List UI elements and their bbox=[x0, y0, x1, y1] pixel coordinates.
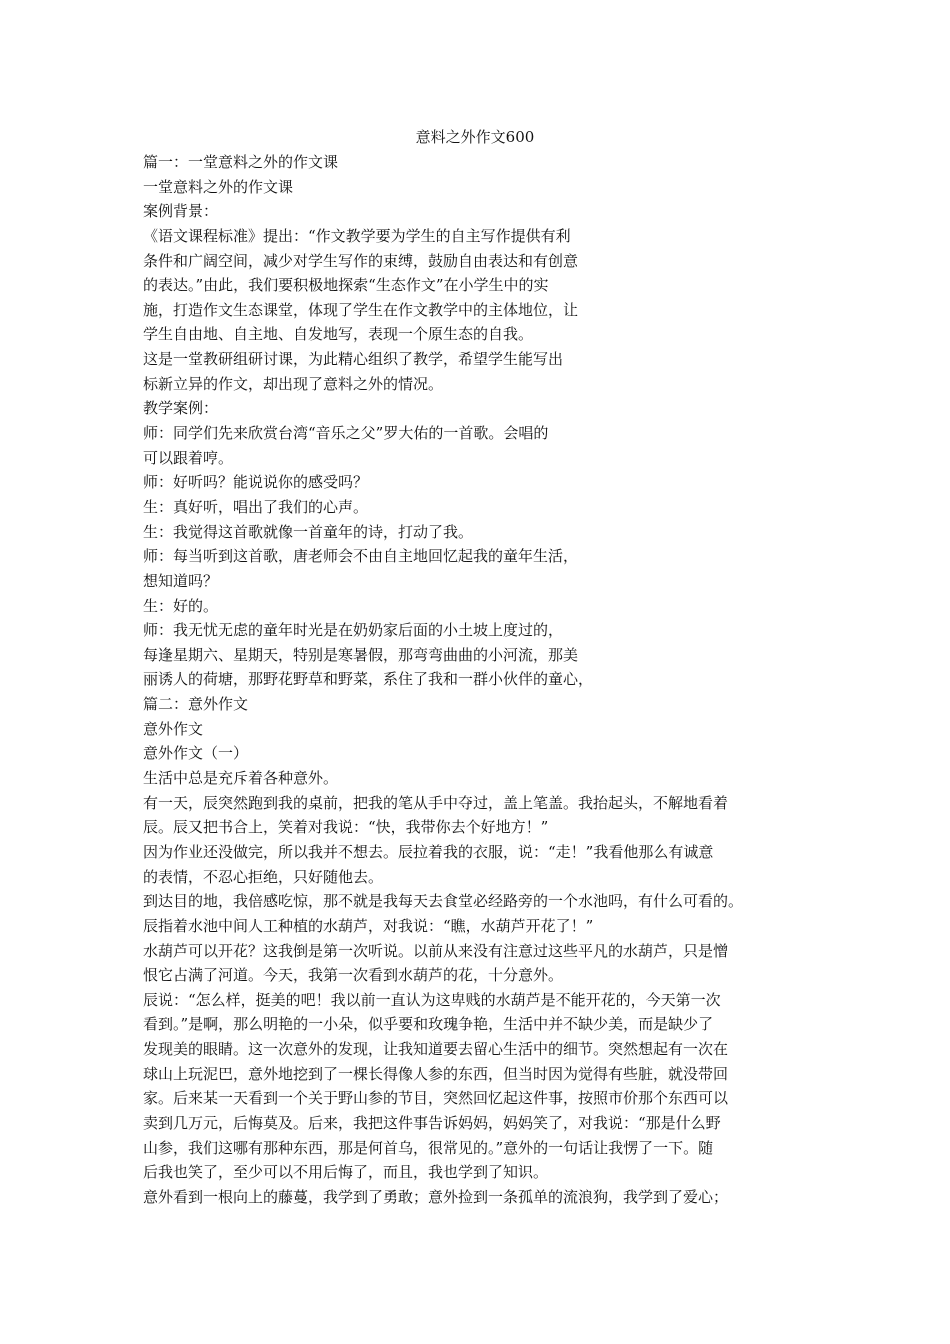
text-line: 家。后来某一天看到一个关于野山参的节目，突然回忆起这件事，按照市价那个东西可以 bbox=[143, 1089, 729, 1108]
text-line: 后我也笑了，至少可以不用后悔了，而且，我也学到了知识。 bbox=[143, 1163, 549, 1182]
text-line: 师：好听吗？能说说你的感受吗？ bbox=[143, 473, 369, 492]
text-line: 生：好的。 bbox=[143, 596, 219, 615]
text-line: 的表达。”由此，我们要积极地探索“生态作文”在小学生中的实 bbox=[143, 276, 549, 295]
text-line: 因为作业还没做完，所以我并不想去。辰拉着我的衣服，说：“走！”我看他那么有诚意 bbox=[143, 842, 714, 861]
text-line: 意外作文（一） bbox=[143, 744, 249, 763]
text-line: 想知道吗？ bbox=[143, 571, 219, 590]
text-line: 标新立异的作文，却出现了意料之外的情况。 bbox=[143, 374, 444, 393]
text-line: 意外作文 bbox=[143, 719, 204, 738]
text-line: 辰指着水池中间人工种植的水葫芦，对我说：“瞧，水葫芦开花了！” bbox=[143, 916, 594, 935]
text-line: 发现美的眼睛。这一次意外的发现，让我知道要去留心生活中的细节。突然想起有一次在 bbox=[143, 1040, 729, 1059]
text-line: 看到。”是啊，那么明艳的一小朵，似乎要和玫瑰争艳，生活中并不缺少美，而是缺少了 bbox=[143, 1015, 714, 1034]
text-line: 辰说：“怎么样，挺美的吧！我以前一直认为这卑贱的水葫芦是不能开花的，今天第一次 bbox=[143, 990, 721, 1009]
text-line: 恨它占满了河道。今天，我第一次看到水葫芦的花，十分意外。 bbox=[143, 966, 564, 985]
text-line: 学生自由地、自主地、自发地写，表现一个原生态的自我。 bbox=[143, 325, 534, 344]
text-line: 的表情，不忍心拒绝，只好随他去。 bbox=[143, 867, 384, 886]
text-line: 条件和广阔空间，减少对学生写作的束缚，鼓励自由表达和有创意 bbox=[143, 251, 579, 270]
text-line: 意外看到一根向上的藤蔓，我学到了勇敢；意外捡到一条孤单的流浪狗，我学到了爱心； bbox=[143, 1187, 729, 1206]
section-heading: 篇二：意外作文 bbox=[143, 695, 249, 714]
text-line: 生活中总是充斥着各种意外。 bbox=[143, 769, 339, 788]
text-line: 《语文课程标准》提出：“作文教学要为学生的自主写作提供有利 bbox=[143, 226, 571, 245]
text-line: 卖到几万元，后悔莫及。后来，我把这件事告诉妈妈，妈妈笑了，对我说：“那是什么野 bbox=[143, 1113, 721, 1132]
text-line: 到达目的地，我倍感吃惊，那不就是我每天去食堂必经路旁的一个水池吗，有什么可看的。 bbox=[143, 892, 744, 911]
text-line: 辰。辰又把书合上，笑着对我说：“快，我带你去个好地方！” bbox=[143, 818, 549, 837]
text-line: 有一天，辰突然跑到我的桌前，把我的笔从手中夺过，盖上笔盖。我抬起头，不解地看着 bbox=[143, 793, 729, 812]
text-line: 可以跟着哼。 bbox=[143, 448, 234, 467]
text-line: 每逢星期六、星期天，特别是寒暑假，那弯弯曲曲的小河流，那美 bbox=[143, 645, 579, 664]
text-line: 生：真好听，唱出了我们的心声。 bbox=[143, 497, 369, 516]
text-line: 师：我无忧无虑的童年时光是在奶奶家后面的小土坡上度过的， bbox=[143, 621, 564, 640]
text-line: 山参，我们这哪有那种东西，那是何首乌，很常见的。”意外的一句话让我愣了一下。随 bbox=[143, 1138, 714, 1157]
text-line: 篇一：一堂意料之外的作文课 bbox=[143, 153, 339, 171]
text-line: 一堂意料之外的作文课 bbox=[143, 177, 294, 196]
document-body bbox=[143, 150, 823, 1210]
document-title: 意料之外作文600 bbox=[415, 128, 535, 146]
text-line: 师：同学们先来欣赏台湾“音乐之父”罗大佑的一首歌。会唱的 bbox=[143, 424, 549, 443]
text-line: 生：我觉得这首歌就像一首童年的诗，打动了我。 bbox=[143, 522, 474, 541]
text-line: 这是一堂教研组研讨课，为此精心组织了教学，希望学生能写出 bbox=[143, 350, 564, 369]
text-line: 师：每当听到这首歌，唐老师会不由自主地回忆起我的童年生活， bbox=[143, 547, 579, 566]
text-line: 施，打造作文生态课堂，体现了学生在作文教学中的主体地位，让 bbox=[143, 300, 579, 319]
text-line: 球山上玩泥巴，意外地挖到了一棵长得像人参的东西，但当时因为觉得有些脏，就没带回 bbox=[143, 1064, 729, 1083]
text-line: 教学案例： bbox=[143, 399, 219, 418]
text-line: 水葫芦可以开花？这我倒是第一次听说。以前从来没有注意过这些平凡的水葫芦，只是憎 bbox=[143, 941, 729, 960]
text-line: 丽诱人的荷塘，那野花野草和野菜，系住了我和一群小伙伴的童心， bbox=[143, 670, 594, 689]
text-line: 案例背景： bbox=[143, 202, 219, 221]
